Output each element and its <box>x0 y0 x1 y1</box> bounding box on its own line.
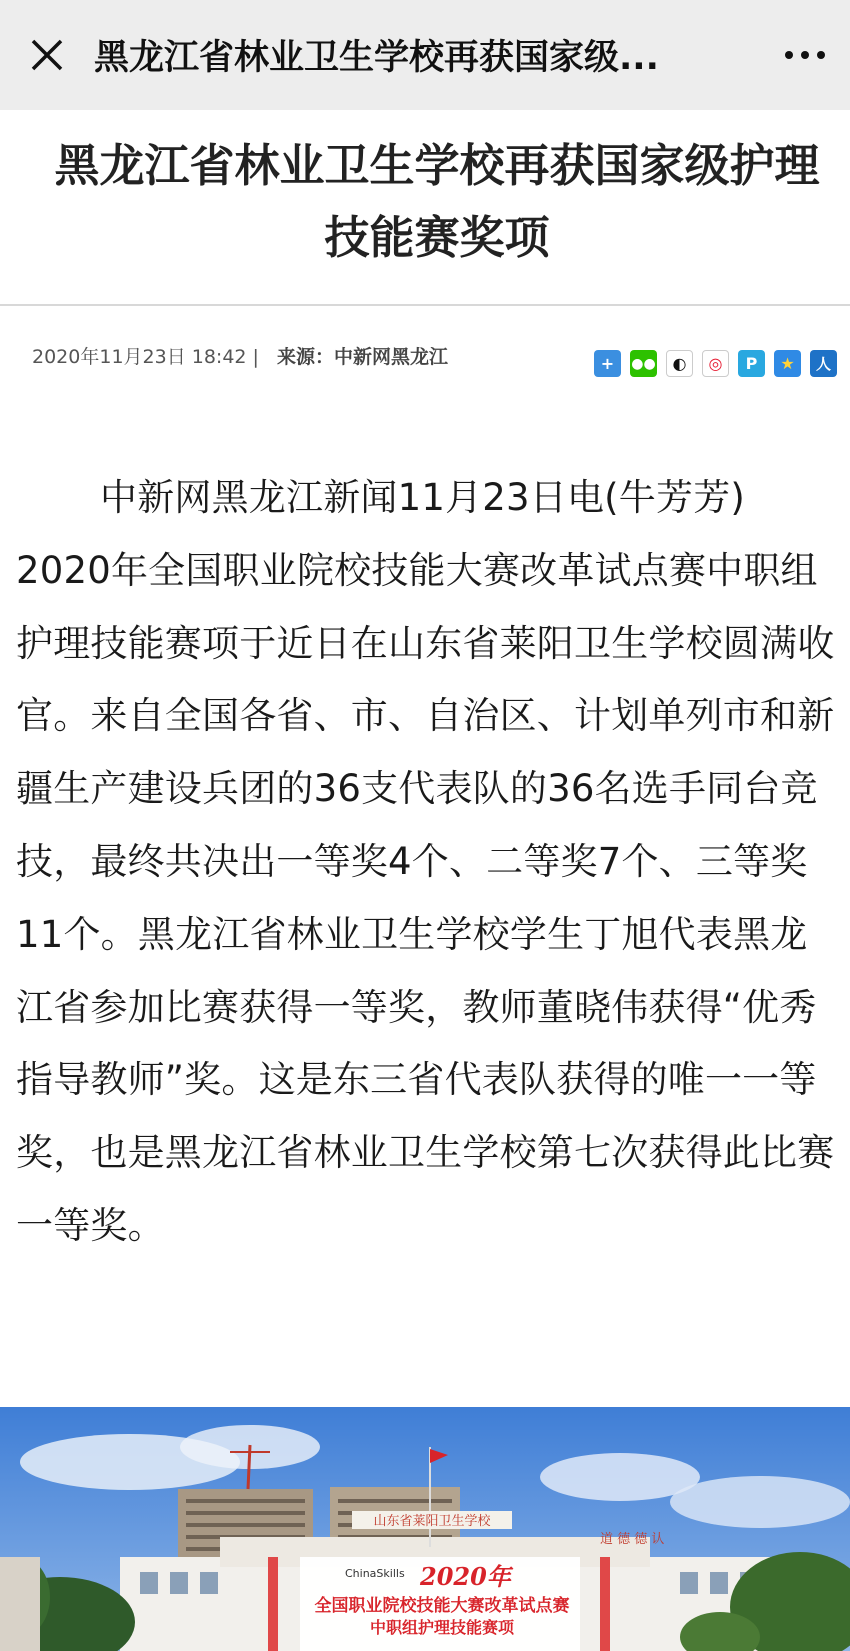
article-source: 来源：中新网黑龙江 <box>277 346 449 368</box>
side-sign: 道 德 德 认 <box>600 1532 665 1547</box>
share-bar <box>594 350 846 377</box>
star-share-icon[interactable]: ★ <box>774 350 801 377</box>
qzone-icon[interactable]: P <box>738 350 765 377</box>
more-icon <box>785 51 793 59</box>
qq-icon[interactable]: ◐ <box>666 350 693 377</box>
article-photo <box>0 1407 850 1651</box>
page-title: 黑龙江省林业卫生学校再获国家级... <box>94 38 659 78</box>
weibo-icon[interactable]: ◎ <box>702 350 729 377</box>
close-button[interactable] <box>0 0 94 110</box>
close-icon <box>30 38 64 72</box>
add-share-icon[interactable]: + <box>594 350 621 377</box>
divider <box>0 304 850 306</box>
article-meta <box>32 342 448 369</box>
publish-date: 2020年11月23日 18:42 | <box>32 346 259 368</box>
article-title: 黑龙江省林业卫生学校再获国家级护理技能赛奖项 <box>54 139 820 264</box>
wechat-icon[interactable]: ●● <box>630 350 657 377</box>
top-bar <box>0 0 850 110</box>
article-body: 中新网黑龙江新闻11月23日电(牛芳芳) 2020年全国职业院校技能大赛改革试点赛中职组护理技能赛项于近日在山东省莱阳卫生学校圆满收官。来自全国各省、市、自治区、计划单列市和新疆生产建设兵团的36支代表队的36名选手同台竞技，最终共决出一等奖4个、二等奖7个、三等奖11个。黑龙江省林业卫生学校学生丁旭代表黑龙江省参加比赛获得一等奖，教师董晓伟获得“优秀指导教师”奖。这是东三省代表队获得的唯一一等奖，也是黑龙江省林业卫生学校第七次获得此比赛一等奖。 <box>16 476 835 1247</box>
more-button[interactable] <box>760 0 850 110</box>
chinaskills-logo: ChinaSkills <box>345 1567 405 1580</box>
school-sign: 山东省莱阳卫生学校 <box>373 1514 491 1529</box>
renren-icon[interactable]: 人 <box>810 350 837 377</box>
banner-line-3: 中职组护理技能赛项 <box>369 1618 515 1637</box>
banner-year: 2020年 <box>420 1562 511 1591</box>
banner-line-2: 全国职业院校技能大赛改革试点赛 <box>314 1596 570 1616</box>
